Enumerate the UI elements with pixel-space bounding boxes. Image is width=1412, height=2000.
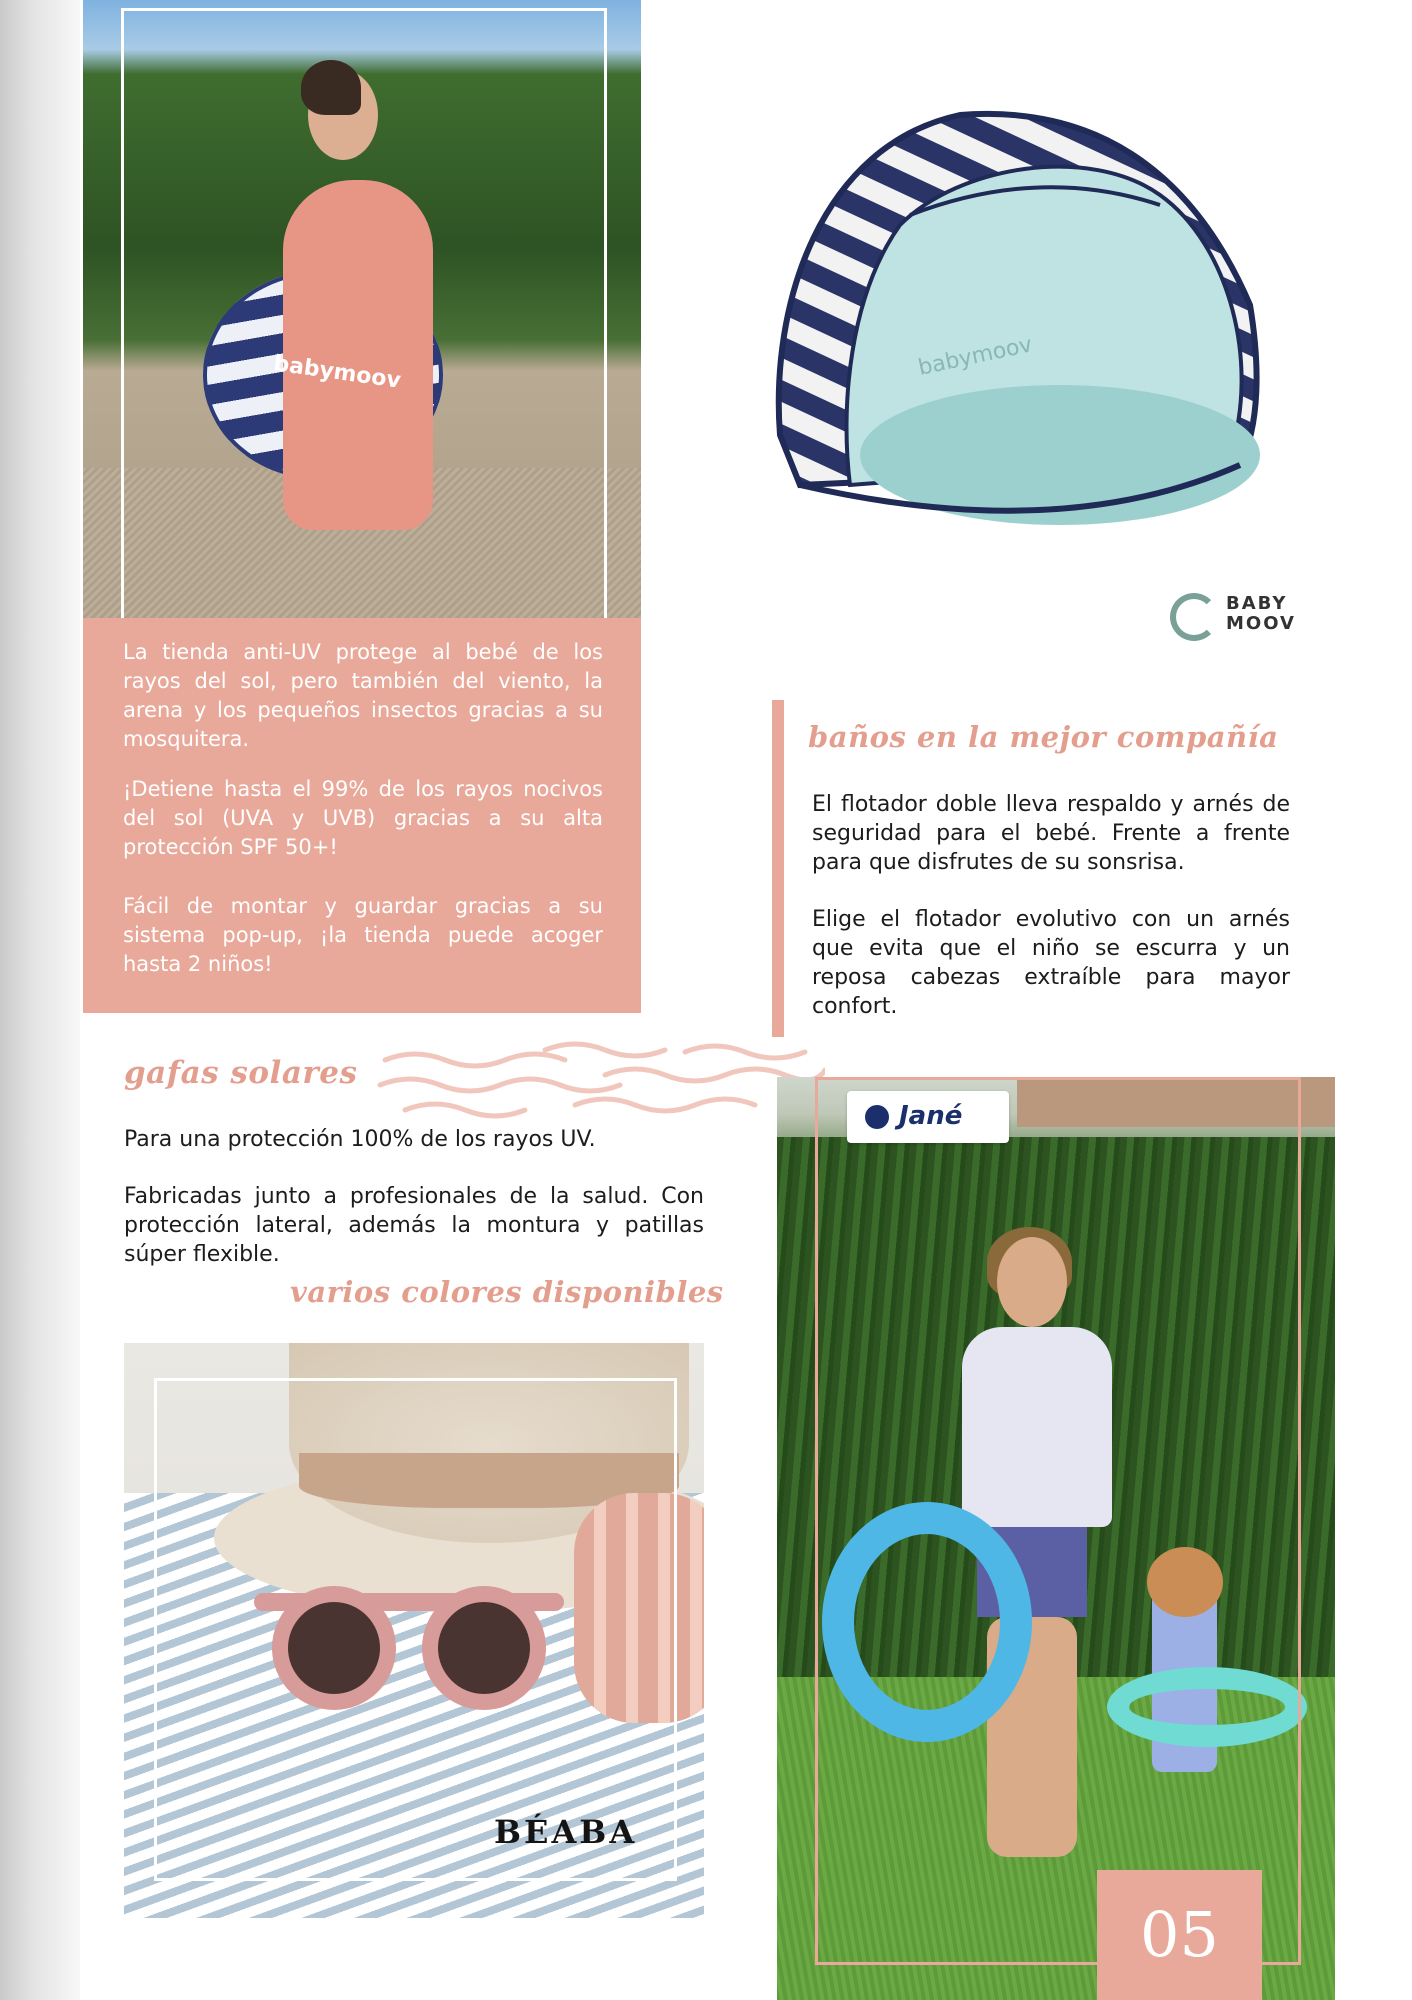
- babymoov-logo-line-1: BABY: [1226, 593, 1288, 614]
- float-section-heading: baños en la mejor compañía: [808, 720, 1279, 754]
- section-accent-bar: [772, 700, 784, 1037]
- tent-paragraph-3: Fácil de montar y guardar gracias a su sistema pop-up, ¡la tienda puede acoger hasta 2 niños!: [123, 894, 603, 976]
- jane-logo-tag: [847, 1091, 1009, 1143]
- tent-brand-print: babymoov: [916, 332, 1035, 381]
- jane-logo-text: Jané: [899, 1101, 963, 1131]
- bag-brand-print: babymoov: [271, 351, 403, 394]
- tent-paragraph-1: La tienda anti-UV protege al bebé de los rayos del sol, pero también del viento, la arena y los pequeños insectos gracias a su mosquitera.: [123, 640, 603, 751]
- photo-frame: [815, 1077, 1301, 1965]
- float-paragraph-1: El flotador doble lleva respaldo y arnés de seguridad para el bebé. Frente a frente para que disfrutes de su sonsrisa.: [812, 792, 1290, 875]
- tent-description-box: [83, 618, 641, 1013]
- decorative-waves: [375, 1040, 825, 1130]
- babymoov-logo-line-2: MOOV: [1226, 613, 1296, 634]
- float-paragraph-2: Elige el flotador evolutivo con un arnés que evita que el niño se escurra y un reposa cabezas extraíble para mayor confort.: [812, 907, 1290, 1019]
- colors-available-subheading: varios colores disponibles: [290, 1275, 724, 1309]
- jane-logo-icon: [865, 1105, 889, 1129]
- anti-uv-tent-image: [760, 105, 1300, 565]
- tent-paragraph-2: ¡Detiene hasta el 99% de los rayos nocivos del sol (UVA y UVB) gracias a su alta protección SPF 50+!: [123, 777, 603, 859]
- beaba-logo: BÉABA: [494, 1813, 638, 1851]
- float-family-photo: [777, 1077, 1335, 2000]
- glasses-paragraph-2: Fabricadas junto a profesionales de la salud. Con protección lateral, además la montura y patillas súper flexible.: [124, 1184, 704, 1267]
- tent-bag-photo: [83, 0, 641, 618]
- photo-frame: [154, 1378, 677, 1881]
- babymoov-logo-icon: [1170, 593, 1218, 641]
- glasses-section-heading: gafas solares: [124, 1055, 358, 1091]
- page-number-box: [1097, 1870, 1262, 2000]
- page-number: 05: [1140, 1898, 1219, 1971]
- babymoov-logo: [1170, 588, 1310, 648]
- page-spine-shadow: [0, 0, 80, 2000]
- glasses-paragraph-1: Para una protección 100% de los rayos UV.: [124, 1127, 596, 1152]
- photo-frame: [121, 8, 607, 618]
- sunglasses-photo: [124, 1343, 704, 1918]
